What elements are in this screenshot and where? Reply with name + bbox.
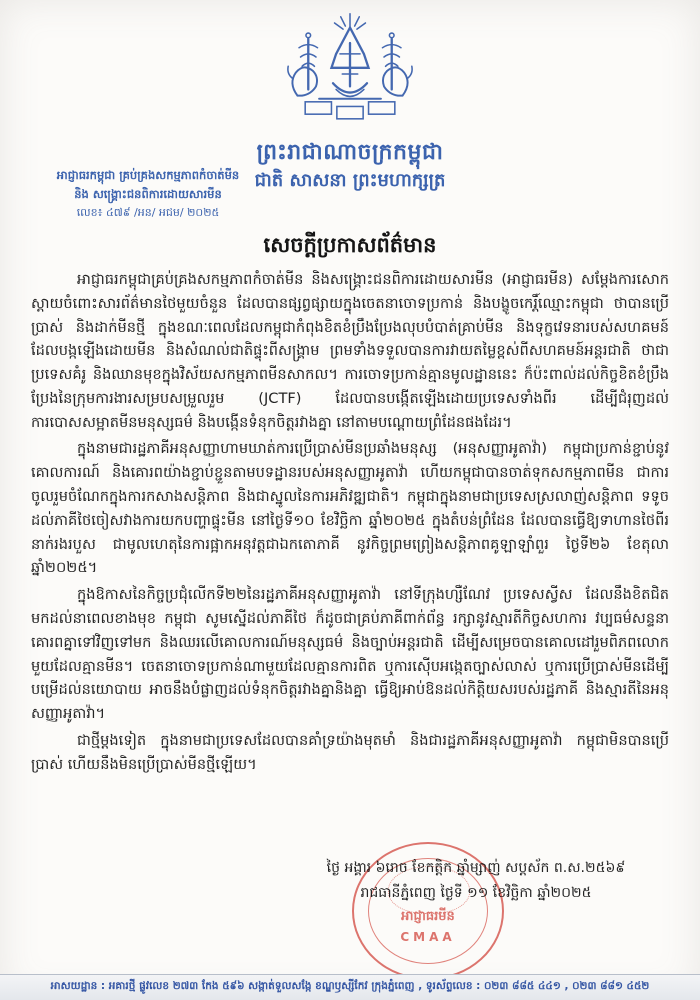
paragraph-3: ក្នុងឱកាសនៃកិច្ចប្រជុំលើកទី២២នៃរដ្ឋភាគីអនុសញ្ញាអូតាវ៉ា នៅទីក្រុងហ្សឺណែវ ប្រទេសស្វីស ដែលនឹងខិតជិតមកដល់នាពេលខាងមុខ កម្ពុជា សូមស្នើដល់ភាគីថៃ ក៏ដូចជាគ្រប់ភាគីពាក់ព័ន្ធ រក្សានូវស្មារតីកិច្ចសហការ វប្បធម៌សន្ទនា គោរពគ្នាទៅវិញទៅមក និងឈរលើគោលការណ៍មនុស្សធម៌ និងច្បាប់អន្តរជាតិ ដើម្បីសម្រេចបានគោលដៅរួមពិភពលោកមួយដែលគ្មានមីន។ ចេតនាចោទប្រកាន់ណាមួយដែលគ្មានការពិត ឬការស៊ើបអង្កេតច្បាស់លាស់ ឬការប្រើប្រាស់មីនដើម្បីបម្រើដល់នយោបាយ អាចនឹងបំផ្លាញដល់ទំនុកចិត្តរវាងគ្នានិងគ្នា ធ្វើឱ្យអាប់ឱនដល់កិត្តិយសរបស់រដ្ឋភាគី និងស្មារតីនៃអនុសញ្ញាអូតាវ៉ា។ [31, 586, 669, 723]
crest-container [0, 10, 700, 142]
footer-bar [0, 974, 700, 1000]
stamp-org-khmer: អាជ្ញាធរមីន [401, 909, 455, 924]
national-motto: ជាតិ សាសនា ព្រះមហាក្សត្រ [254, 170, 446, 191]
dateline-block [266, 856, 686, 905]
document-body [31, 268, 669, 779]
paragraph-2: ក្នុងនាមជារដ្ឋភាគីអនុសញ្ញាហាមឃាត់ការប្រើប្រាស់មីនប្រឆាំងមនុស្ស (អនុសញ្ញាអូតាវ៉ា) កម្ពុជាប្រកាន់ខ្ជាប់នូវគោលការណ៍ និងគោរពយ៉ាងខ្ជាប់ខ្ជួនតាមបទដ្ឋានរបស់អនុសញ្ញាអូតាវ៉ា ហើយកម្ពុជាបានចាត់ទុកសកម្មភាពមីន ជាការចូលរួមចំណែកក្នុងការកសាងសន្តិភាព និងជាស្នូលនៃការអភិវឌ្ឍជាតិ។ កម្ពុជាក្នុងនាមជាប្រទេសស្រលាញ់សន្តិភាព ទទូចដល់ភាគីថៃចៀសវាងការយកបញ្ហាផ្ទុះមីន នៅថ្ងៃទី១០ ខែវិច្ឆិកា ឆ្នាំ២០២៥ ក្នុងតំបន់ព្រំដែន ដែលបានធ្វើឱ្យទាហានថៃពីរនាក់រងរបួស ជាមូលហេតុនៃការផ្អាកអនុវត្តជាឯកតោភាគី នូវកិច្ចព្រមព្រៀងសន្តិភាពគូឡាឡាំពួរ ថ្ងៃទី២៦ ខែតុលា ឆ្នាំ២០២៥។ [31, 440, 669, 577]
letterhead-ref-number: លេខ៖ ៤៧៩ /អន/ អជម/ ២០២៥ [76, 205, 220, 219]
paragraph-1: អាជ្ញាធរកម្ពុជាគ្រប់គ្រងសកម្មភាពកំចាត់មីន និងសង្គ្រោះជនពិការដោយសារមីន (អាជ្ញាធរមីន) សម្តែងការសោកស្តាយចំពោះសារព័ត៌មានថៃមួយចំនួន ដែលបានផ្សព្វផ្សាយក្នុងចេតនាចោទប្រកាន់ និងបង្ខូចកេរ្តិ៍ឈ្មោះកម្ពុជា ថាបានប្រើប្រាស់ និងដាក់មីនថ្មី ក្នុងខណៈពេលដែលកម្ពុជាកំពុងខិតខំប្រឹងប្រែងលុបបំបាត់គ្រាប់មីន និងទុក្ខវេទនារបស់សហគមន៍ ដែលបង្កឡើងដោយមីន និងសំណល់ជាតិផ្ទុះពីសង្គ្រាម ព្រមទាំងទទួលបានការវាយតម្លៃខ្ពស់ពីសហគមន៍អន្តរជាតិ ថាជាប្រទេសគំរូ និងឈានមុខក្នុងវិស័យសកម្មភាពមីនសាកល។ ការចោទប្រកាន់គ្មានមូលដ្ឋាននេះ ក៏ប៉ះពាល់ដល់កិច្ចខិតខំប្រឹងប្រែងនៃក្រុមការងារសម្របសម្រួលរួម (JCTF) ដែលបានបង្កើតឡើងដោយប្រទេសទាំងពីរ ដើម្បីជំរុញដល់ការបោសសម្អាតមីនមនុស្សធម៌ និងបង្កើនទំនុកចិត្តរវាងគ្នា នៅតាមបណ្តោយព្រំដែនផងដែរ។ [31, 271, 669, 431]
kingdom-title: ព្រះរាជាណាចក្រកម្ពុជា [256, 140, 444, 165]
letterhead-block [26, 166, 270, 222]
gregorian-date-line: រាជធានីភ្នំពេញ ថ្ងៃទី ១១ ខែវិច្ឆិកា ឆ្នាំ២០២៥ [360, 884, 592, 901]
stamp-org-latin: CMAA [400, 930, 456, 944]
letterhead-org-line2: និង សង្គ្រោះជនពិការដោយសារមីន [74, 186, 222, 201]
footer-address: អាសយដ្ឋាន : អគារថ្មី ផ្លូវលេខ ២៧៣ កែង ៥៩៦ សង្កាត់ទួលសង្កែ ខណ្ឌឫស្សីកែវ ក្រុងភ្នំពេញ , ទូរស័ព្ទលេខ : ០២៣ ៨៨៥ ៤៤១ , ០២៣ ៨៨១ ៤៥២ [50, 980, 650, 992]
paragraph-4: ជាថ្មីម្តងទៀត ក្នុងនាមជាប្រទេសដែលបានគាំទ្រយ៉ាងមុតមាំ និងជារដ្ឋភាគីអនុសញ្ញាអូតាវ៉ា កម្ពុជាមិនបានប្រើប្រាស់ ហើយនឹងមិនប្រើប្រាស់មីនថ្មីឡើយ។ [31, 731, 669, 773]
letterhead-org-line1: អាជ្ញាធរកម្ពុជា គ្រប់គ្រងសកម្មភាពកំចាត់មីន [56, 168, 240, 182]
lunar-date-line: ថ្ងៃ អង្គារ ៦រោច ខែកត្តិក ឆ្នាំម្សាញ់ សប្តស័ក ព.ស.២៥៦៩ [326, 860, 626, 876]
royal-arms-of-cambodia-icon [265, 10, 435, 138]
document-title: សេចក្តីប្រកាសព័ត៌មាន [263, 233, 437, 257]
